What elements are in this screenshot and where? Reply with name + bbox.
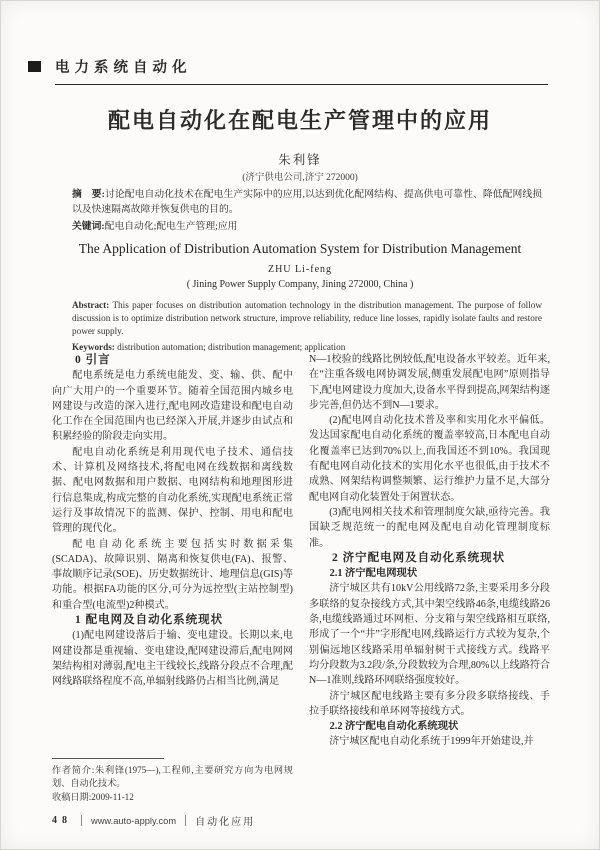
section-heading-jining: 2 济宁配电网及自动化系统现状 <box>332 551 506 564</box>
page-number: 48 <box>52 815 72 826</box>
paragraph: (1)配电网建设落后于输、变电建设。长期以来,电网建设都是重视输、变电建设,配网建设滞后,配电网网架结构相对薄弱,配电主干线较长,线路分段点不合理,配网线路联络程度不高,单辐射线路仍占相当比例,满足 <box>52 630 293 688</box>
footer-separator <box>185 815 186 826</box>
abstract-en-body: This paper focuses on distribution automation technology in the distribution management. The purpose of follow discussion is to optimize distribution network structure, improve reliability, reduce line losses, rapidly isolate faults and restore power supply. <box>72 300 542 336</box>
footnote-divider <box>52 758 164 759</box>
section-heading-intro: 0 引言 <box>75 354 111 366</box>
abstract-cn-body: 讨论配电自动化技术在配电生产实际中的应用,以达到优化配网结构、提高供电可靠性、降低配网线损以及快速隔离故障并恢复供电的目的。 <box>72 189 543 215</box>
footer-url: www.auto-apply.com <box>91 815 177 826</box>
journal-name: 电力系统自动化 <box>55 60 192 76</box>
paper-title-cn: 配电自动化在配电生产管理中的应用 <box>107 108 492 133</box>
affiliation-cn: (济宁供电公司,济宁 272000) <box>242 173 358 183</box>
section-heading-status: 1 配电网及自动化系统现状 <box>75 614 224 627</box>
paragraph: 济宁城区配电自动化系统于1999年开始建设,并 <box>329 736 534 748</box>
page-footer <box>52 813 550 828</box>
subsection-heading-automation: 2.2 济宁配电自动化系统现状 <box>329 721 459 733</box>
abstract-en-label: Abstract: <box>72 300 110 310</box>
author-footnote <box>52 758 293 805</box>
footnote-bio: 作者简介:朱利锋(1975—),工程师,主要研究方向为电网规划、自动化技术。 <box>52 764 293 788</box>
keywords-cn-body: 配电自动化;配电生产管理;应用 <box>104 221 238 232</box>
paragraph: 配电系统是电力系统电能发、变、输、供、配中向广大用户的一个重要环节。随着全国范围内城乡电网建设与改造的深入进行,配电网改造建设和配电自动化工作在全国范围内也已经深入开展,并逐步由试点和积累经验的阶段走向实用。 <box>52 370 293 443</box>
abstract-en-text <box>72 299 542 338</box>
subsection-heading-grid: 2.1 济宁配电网现状 <box>329 568 418 580</box>
keywords-cn-label: 关键词: <box>72 221 105 232</box>
affiliation-en: ( Jining Power Supply Company, Jining 272000, China ) <box>186 279 414 290</box>
body-columns <box>52 352 550 804</box>
paragraph: (3)配电网相关技术和管理制度欠缺,亟待完善。我国缺乏规范统一的配电网及配电自动化管理制度标准。 <box>309 506 550 549</box>
abstract-cn <box>72 188 542 235</box>
right-column <box>309 352 550 804</box>
abstract-cn-text <box>72 188 542 217</box>
keywords-cn <box>72 220 542 235</box>
footer-journal-name: 自动化应用 <box>195 817 256 828</box>
scan-corner-mark <box>28 61 41 72</box>
abstract-en <box>72 299 542 354</box>
keywords-en-body: distribution automation; distribution management; application <box>117 342 346 352</box>
paragraph: 济宁城区共有10kV公用线路72条,主要采用多分段多联络的复杂接线方式,其中架空线路46条,电缆线路26条,电缆线路通过环网柜、分支箱与架空线路相互联络,形成了一个“井”字形配电网,线路运行方式较为复杂,个别偏远地区线路采用单辐射树干式接线方式。线路平均分段数为3.2段/条,分段数较为合理,80%以上线路符合N—1准则,线路环网联络强度较好。 <box>309 583 550 687</box>
paragraph: 配电自动化系统是利用现代电子技术、通信技术、计算机及网络技术,将配电网在线数据和离线数据、配电网数据和用户数据、电网结构和地理图形进行信息集成,构成完整的自动化系统,实现配电系统正常运行及事故情况下的监测、保护、控制、用电和配电管理的现代化。 <box>52 446 293 535</box>
abstract-cn-label: 摘 要: <box>72 189 105 200</box>
footnote-received-date: 收稿日期:2009-11-12 <box>52 791 134 802</box>
paragraph: (2)配电网自动化技术普及率和实用化水平偏低。发达国家配电自动化系统的覆盖率较高,日本配电自动化覆盖率已达到70%以上,而我国还不到10%。我国现有配电网自动化技术的实用化水平也很低,由于技术不成熟、网架结构调整频繁、运行维护力量不足,大部分配电网自动化装置处于闲置状态。 <box>309 415 550 503</box>
paragraph: 配电自动化系统主要包括实时数据采集(SCADA)、故障识别、隔离和恢复供电(FA)、报警、事故顺序记录(SOE)、历史数据统计、地理信息(GIS)等功能。根据FA功能的区分,可分为远控型(主站控制型)和重合型(电流型)2种模式。 <box>52 538 293 611</box>
keywords-en-label: Keywords: <box>72 342 115 352</box>
paragraph: N—1校验的线路比例较低,配电设备水平较差。近年来,在“注重各级电网协调发展,侧重发展配电网”原则指导下,配电网建设力度加大,设备水平得到提高,网架结构逐步完善,但仍达不到N—1要求。 <box>309 354 550 411</box>
paragraph: 济宁城区配电线路主要有多分段多联络接线、手拉手联络接线和单环网等接线方式。 <box>309 690 550 717</box>
journal-header <box>55 56 548 85</box>
left-column <box>52 352 293 804</box>
author-name-cn: 朱利锋 <box>278 153 322 167</box>
paper-title-en: The Application of Distribution Automation System for Distribution Management <box>78 241 522 256</box>
footer-separator <box>81 815 82 826</box>
author-name-en: ZHU Li-feng <box>267 264 333 275</box>
